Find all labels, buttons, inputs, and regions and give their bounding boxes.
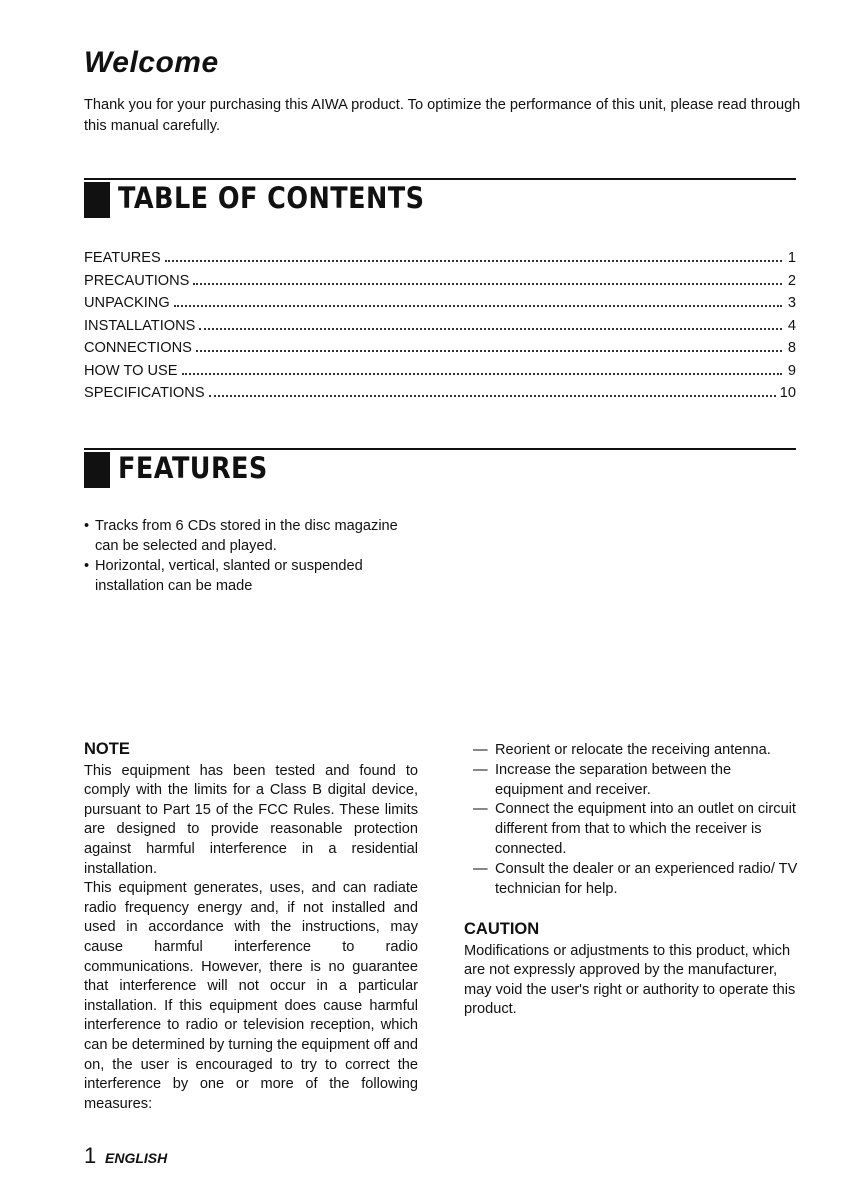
toc-entry-page: 1 <box>787 250 796 266</box>
dash-marker: — <box>473 761 488 778</box>
toc-entry-page: 4 <box>787 317 796 334</box>
toc-leader-dots <box>182 373 782 375</box>
toc-entry-label: INSTALLATIONS <box>84 317 196 334</box>
page-language: ENGLISH <box>105 1150 168 1166</box>
toc-entry-page: 9 <box>787 362 796 379</box>
toc-leader-dots <box>193 283 782 285</box>
intro-paragraph: Thank you for your purchasing this AIWA product. To optimize the performance of this unit, please read through this manual carefully. <box>84 97 801 134</box>
toc-entry-label: PRECAUTIONS <box>84 272 190 289</box>
features-heading: FEATURES <box>118 451 268 485</box>
toc-leader-dots <box>199 328 782 330</box>
feature-text: Horizontal, vertical, slanted or suspended installation can be made <box>95 558 363 594</box>
measures-list <box>464 741 798 899</box>
features-list <box>84 516 424 596</box>
dash-marker: — <box>473 742 488 758</box>
measure-text: Reorient or relocate the receiving antenna. <box>495 742 771 758</box>
toc-leader-dots <box>209 395 776 397</box>
toc-entry-page: 3 <box>787 295 796 311</box>
toc-heading-marker <box>84 182 110 218</box>
bullet-icon: • <box>84 558 90 574</box>
note-section <box>84 740 418 1114</box>
toc-entry-precautions[interactable] <box>84 273 796 296</box>
toc-entry-how-to-use[interactable] <box>84 363 796 386</box>
toc-leader-dots <box>196 350 782 352</box>
toc-list <box>84 250 796 408</box>
caution-heading: CAUTION <box>464 920 540 938</box>
caution-text: Modifications or adjustments to this product, which are not expressly approved by the manufacturer, may void the user's right or authority to operate this product. <box>464 942 796 1018</box>
toc-entry-features[interactable] <box>84 250 796 273</box>
toc-entry-installations[interactable] <box>84 318 796 341</box>
note-paragraph: This equipment generates, uses, and can radiate radio frequency energy and, if not installed and used in accordance with the instructions, may cause harmful interference to radio communications. However, there is no guarantee that interference will not occur in a particular installation. If this equipment does cause harmful interference to radio or television reception, which can be determined by turning the equipment off and on, the user is encouraged to try to correct the interference by one or more of the following measures: <box>84 880 418 1112</box>
toc-entry-unpacking[interactable] <box>84 295 796 318</box>
features-heading-marker <box>84 452 110 488</box>
measure-text: Consult the dealer or an experienced radio/ TV technician for help. <box>495 860 798 897</box>
toc-leader-dots <box>174 305 782 307</box>
note-paragraph: This equipment has been tested and found to comply with the limits for a Class B digital device, pursuant to Part 15 of the FCC Rules. These limits are designed to provide reasonable protection against harmful interference in a residential installation. <box>84 762 418 877</box>
list-item <box>464 741 798 761</box>
toc-entry-label: FEATURES <box>84 250 161 266</box>
toc-entry-specifications[interactable] <box>84 385 796 408</box>
page-number: 1 <box>84 1143 97 1168</box>
dash-marker: — <box>473 860 488 877</box>
toc-entry-page: 2 <box>787 272 796 289</box>
list-item <box>464 800 798 859</box>
toc-entry-label: HOW TO USE <box>84 362 178 379</box>
note-heading: NOTE <box>84 740 130 758</box>
features-divider <box>84 448 796 450</box>
toc-divider <box>84 178 796 180</box>
toc-entry-connections[interactable] <box>84 340 796 363</box>
list-item <box>464 860 798 900</box>
feature-text: Tracks from 6 CDs stored in the disc magazine can be selected and played. <box>95 518 398 554</box>
toc-leader-dots <box>165 260 782 262</box>
measure-text: Increase the separation between the equipment and receiver. <box>495 761 732 798</box>
dash-marker: — <box>473 801 488 818</box>
toc-entry-page: 8 <box>787 340 796 356</box>
list-item <box>84 516 424 556</box>
measure-text: Connect the equipment into an outlet on circuit different from that to which the receiver is connected. <box>495 801 796 857</box>
toc-entry-page: 10 <box>779 385 796 401</box>
list-item <box>464 761 798 801</box>
toc-entry-label: SPECIFICATIONS <box>84 385 205 401</box>
caution-section <box>464 920 798 1020</box>
toc-entry-label: UNPACKING <box>84 295 170 311</box>
toc-entry-label: CONNECTIONS <box>84 340 192 356</box>
page-title: Welcome <box>84 46 219 79</box>
list-item <box>84 556 424 596</box>
toc-heading: TABLE OF CONTENTS <box>118 181 425 215</box>
bullet-icon: • <box>84 518 90 534</box>
